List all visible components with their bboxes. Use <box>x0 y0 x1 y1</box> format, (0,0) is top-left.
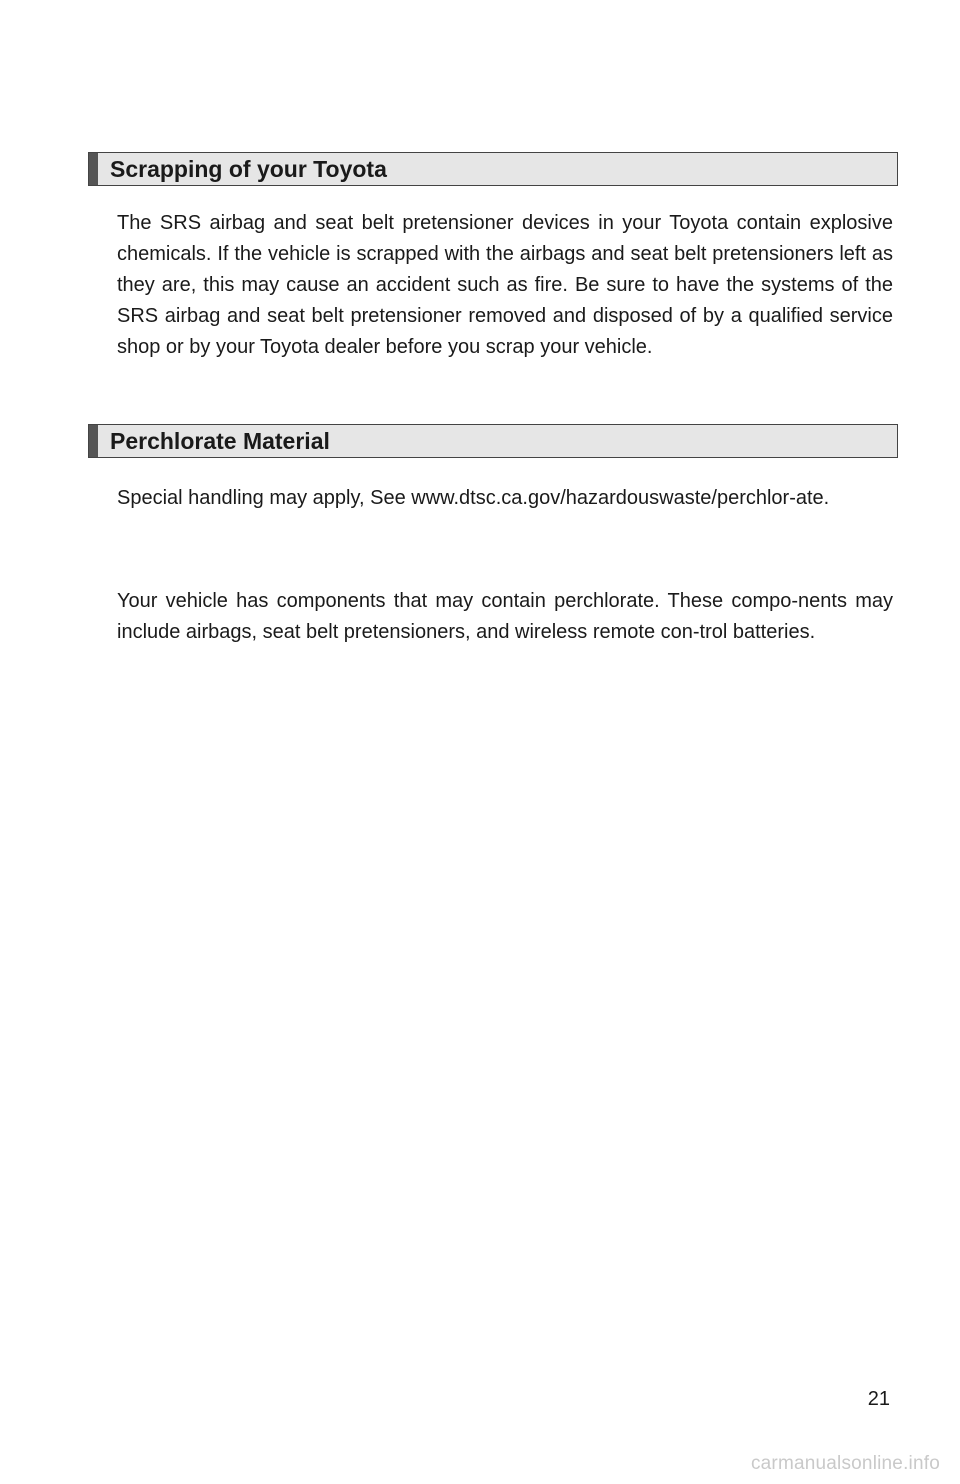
section-heading-perchlorate <box>88 424 898 458</box>
heading-text: Perchlorate Material <box>110 428 330 454</box>
heading-accent-bar <box>89 153 98 185</box>
heading-accent-bar <box>89 425 98 457</box>
section-heading-scrapping <box>88 152 898 186</box>
watermark: carmanualsonline.info <box>750 1453 940 1474</box>
paragraph-scrapping: The SRS airbag and seat belt pretensioner devices in your Toyota contain explosive chemicals. If the vehicle is scrapped with the airbags and seat belt pretensioners left as they are, this may cause an accident such as fire. Be sure to have the systems of the SRS airbag and seat belt pretensioner removed and disposed of by a qualified service shop or by your Toyota dealer before you scrap your vehicle. <box>117 212 893 358</box>
paragraph-special-handling: Special handling may apply, See www.dtsc.ca.gov/hazardouswaste/perchlor-ate. <box>117 487 830 509</box>
heading-text: Scrapping of your Toyota <box>110 156 387 182</box>
page-number: 21 <box>867 1388 890 1410</box>
paragraph-components: Your vehicle has components that may contain perchlorate. These compo-nents may include airbags, seat belt pretensioners, and wireless remote con-trol batteries. <box>117 590 893 643</box>
